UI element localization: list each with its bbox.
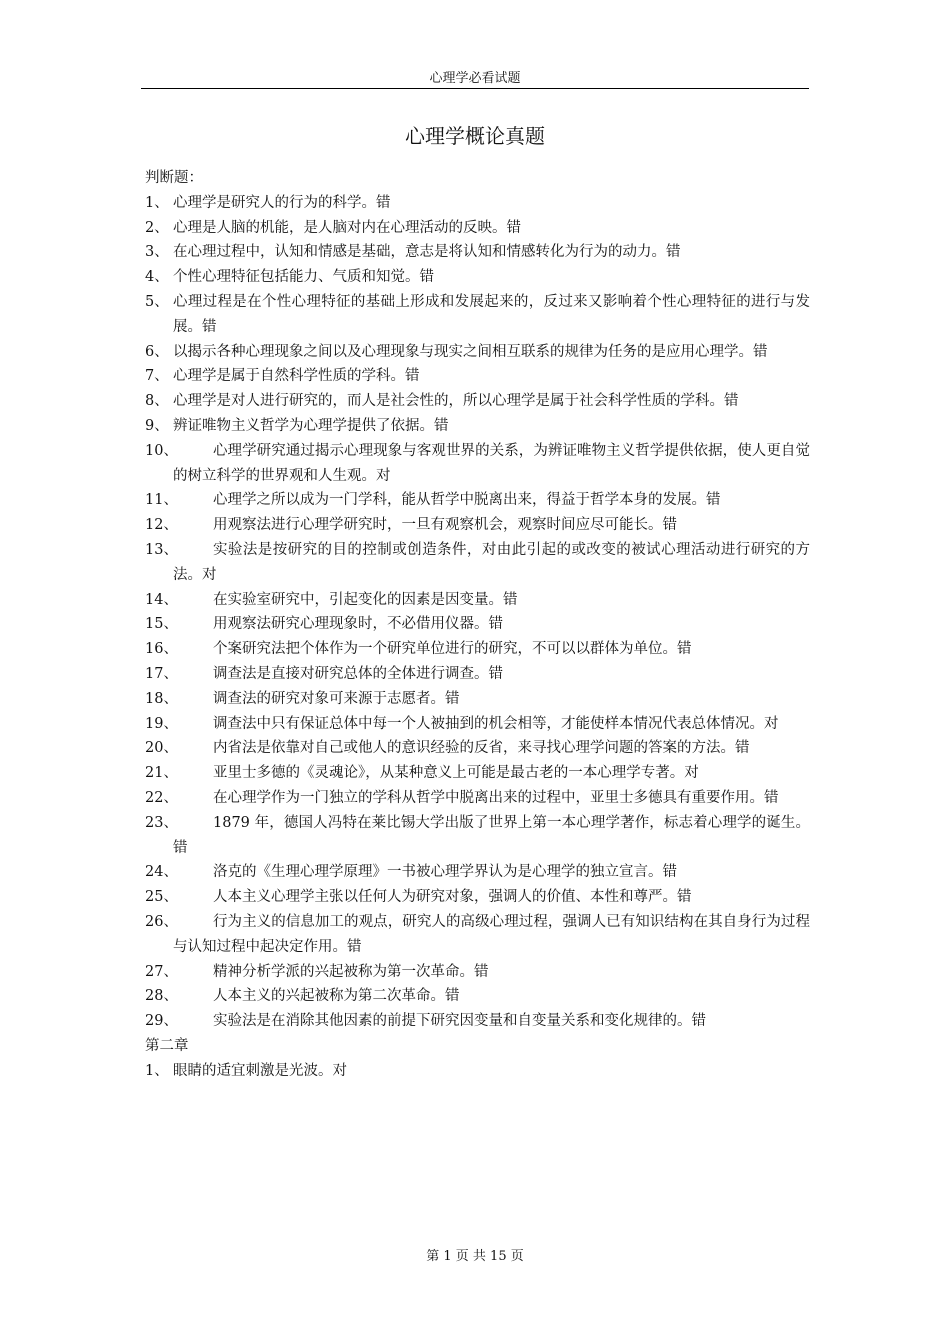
item-number: 26、 <box>145 913 178 930</box>
item-number: 23、 <box>145 814 178 831</box>
item-text: 在心理过程中，认知和情感是基础，意志是将认知和情感转化为行为的动力。错 <box>173 244 681 261</box>
item-number: 7、 <box>145 368 169 385</box>
item-text: 1879 年，德国人冯特在莱比锡大学出版了世界上第一本心理学著作，标志着心理学的诞生。错 <box>173 814 810 856</box>
item-text: 人本主义心理学主张以任何人为研究对象，强调人的价值、本性和尊严。错 <box>213 889 692 906</box>
item-text: 亚里士多德的《灵魂论》，从某种意义上可能是最古老的一本心理学专著。对 <box>213 765 699 782</box>
item-text: 用观察法进行心理学研究时，一旦有观察机会，观察时间应尽可能长。错 <box>213 517 677 534</box>
list-item <box>145 290 810 340</box>
list-item <box>145 662 810 687</box>
item-text: 心理过程是在个性心理特征的基础上形成和发展起来的，反过来又影响着个性心理特征的进行与发展。错 <box>173 293 810 335</box>
item-number: 6、 <box>145 343 169 360</box>
list-item <box>145 960 810 985</box>
item-number: 5、 <box>145 293 169 310</box>
item-number: 14、 <box>145 591 178 608</box>
list-item <box>145 860 810 885</box>
list-item <box>145 1059 810 1084</box>
section-heading-true-false: 判断题： <box>145 170 203 186</box>
section-heading-chapter-2: 第二章 <box>145 1037 189 1054</box>
list-item <box>145 761 810 786</box>
item-text: 心理学是研究人的行为的科学。错 <box>173 194 391 211</box>
item-text: 在实验室研究中，引起变化的因素是因变量。错 <box>213 591 518 608</box>
list-item <box>145 736 810 761</box>
item-text: 调查法是直接对研究总体的全体进行调查。错 <box>213 665 503 682</box>
item-text: 实验法是按研究的目的控制或创造条件，对由此引起的或改变的被试心理活动进行研究的方法。对 <box>173 541 810 583</box>
item-number: 16、 <box>145 641 178 658</box>
item-number: 17、 <box>145 665 178 682</box>
list-item <box>145 1009 810 1034</box>
list-item <box>145 811 810 861</box>
item-number: 25、 <box>145 889 178 906</box>
item-text: 心理是人脑的机能，是人脑对内在心理活动的反映。错 <box>173 219 521 236</box>
item-text: 个性心理特征包括能力、气质和知觉。错 <box>173 269 434 286</box>
item-number: 1、 <box>145 194 169 211</box>
item-text: 洛克的《生理心理学原理》一书被心理学界认为是心理学的独立宣言。错 <box>213 864 677 881</box>
list-item <box>145 240 810 265</box>
list-item <box>145 414 810 439</box>
list-item <box>145 488 810 513</box>
item-text: 在心理学作为一门独立的学科从哲学中脱离出来的过程中，亚里士多德具有重要作用。错 <box>213 789 779 806</box>
item-number: 8、 <box>145 393 169 410</box>
item-text: 心理学之所以成为一门学科，能从哲学中脱离出来，得益于哲学本身的发展。错 <box>213 492 721 509</box>
item-number: 28、 <box>145 988 178 1005</box>
item-number: 22、 <box>145 789 178 806</box>
item-number: 4、 <box>145 269 169 286</box>
item-number: 18、 <box>145 690 178 707</box>
item-number: 9、 <box>145 417 169 434</box>
item-number: 11、 <box>145 492 178 509</box>
list-item <box>145 612 810 637</box>
item-number: 3、 <box>145 244 169 261</box>
list-item <box>145 885 810 910</box>
item-number: 21、 <box>145 765 178 782</box>
list-item <box>145 513 810 538</box>
page-footer: 第 1 页 共 15 页 <box>426 1249 524 1264</box>
item-number: 20、 <box>145 740 178 757</box>
list-item <box>145 588 810 613</box>
item-text: 个案研究法把个体作为一个研究单位进行的研究，不可以以群体为单位。错 <box>213 641 692 658</box>
item-number: 29、 <box>145 1013 178 1030</box>
list-item <box>145 364 810 389</box>
item-text: 心理学研究通过揭示心理现象与客观世界的关系，为辨证唯物主义哲学提供依据，使人更自觉的树立科学的世界观和人生观。对 <box>173 442 810 484</box>
item-number: 1、 <box>145 1062 169 1079</box>
list-item <box>145 265 810 290</box>
item-text: 调查法的研究对象可来源于志愿者。错 <box>213 690 460 707</box>
item-text: 实验法是在消除其他因素的前提下研究因变量和自变量关系和变化规律的。错 <box>213 1013 706 1030</box>
item-text: 用观察法研究心理现象时，不必借用仪器。错 <box>213 616 503 633</box>
item-text: 辨证唯物主义哲学为心理学提供了依据。错 <box>173 417 449 434</box>
list-item <box>145 786 810 811</box>
item-number: 19、 <box>145 715 178 732</box>
item-text: 心理学是对人进行研究的，而人是社会性的，所以心理学是属于社会科学性质的学科。错 <box>173 393 739 410</box>
item-number: 2、 <box>145 219 169 236</box>
page-header: 心理学必看试题 <box>429 71 521 86</box>
list-item <box>145 712 810 737</box>
list-item <box>145 389 810 414</box>
item-text: 以揭示各种心理现象之间以及心理现象与现实之间相互联系的规律为任务的是应用心理学。错 <box>173 343 768 360</box>
item-number: 13、 <box>145 541 178 558</box>
list-item <box>145 216 810 241</box>
item-number: 15、 <box>145 616 178 633</box>
document-title: 心理学概论真题 <box>405 124 545 148</box>
list-item <box>145 538 810 588</box>
item-number: 24、 <box>145 864 178 881</box>
item-text: 心理学是属于自然科学性质的学科。错 <box>173 368 420 385</box>
item-number: 10、 <box>145 442 178 459</box>
list-item <box>145 637 810 662</box>
item-text: 精神分析学派的兴起被称为第一次革命。错 <box>213 963 489 980</box>
list-item <box>145 340 810 365</box>
header-divider <box>141 88 809 89</box>
list-item <box>145 439 810 489</box>
question-list-1 <box>145 191 810 1034</box>
item-text: 人本主义的兴起被称为第二次革命。错 <box>213 988 460 1005</box>
document-body <box>145 166 810 1083</box>
item-text: 内省法是依靠对自己或他人的意识经验的反省，来寻找心理学问题的答案的方法。错 <box>213 740 750 757</box>
list-item <box>145 910 810 960</box>
item-number: 27、 <box>145 963 178 980</box>
list-item <box>145 984 810 1009</box>
item-text: 调查法中只有保证总体中每一个人被抽到的机会相等，才能使样本情况代表总体情况。对 <box>213 715 779 732</box>
question-list-2 <box>145 1059 810 1084</box>
list-item <box>145 687 810 712</box>
list-item <box>145 191 810 216</box>
item-number: 12、 <box>145 517 178 534</box>
item-text: 行为主义的信息加工的观点，研究人的高级心理过程，强调人已有知识结构在其自身行为过程与认知过程中起决定作用。错 <box>173 913 810 955</box>
item-text: 眼睛的适宜刺激是光波。对 <box>173 1062 347 1079</box>
